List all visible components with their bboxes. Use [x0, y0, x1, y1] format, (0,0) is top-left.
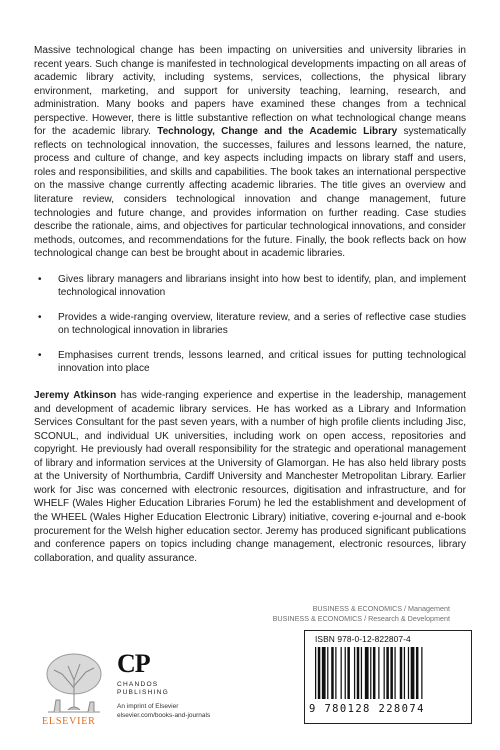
isbn-barcode-box [304, 630, 472, 724]
bullet-icon: • [38, 349, 42, 361]
chandos-logo: CP [117, 649, 150, 678]
description-body: systematically reflects on technological innovation, the successes, failures and lessons learned, the nature, process and culture of change, and key aspects including impacts on library staff and users, roles and responsibilities, and skills and capabilities. The book takes an international perspective on the massive change currently affecting academic libraries. The title gives an overview and literature review, considers technological innovation and change management, future technologies and future change, and provides information on further reading. Case studies describe the rationale, aims, and objectives for particular technological innovations, and consider methods, outcomes, and recommendations for the future. Finally, the book reflects back on how technological change can best be brought about in academic libraries. [34, 126, 466, 260]
description-intro: Massive technological change has been impacting on universities and university libraries in recent years. Such change is manifested in technological developments impacting on all areas of academic library activity, including systems, services, collections, the physical library environment, marketing, and support for university teaching, learning, research, and administration. Many books and papers have examined these changes from a technical perspective. However, there is little substantive reflection on what technological change means for the academic library. [34, 45, 466, 138]
chandos-publishing-text [117, 681, 169, 697]
imprint-info [117, 702, 210, 720]
bullet-icon: • [38, 311, 42, 323]
author-bio-text: has wide-ranging experience and expertise in the leadership, management and development of academic library services. He has worked as a Library and Information Services Consultant for the past seven years, with a number of high profile clients including Jisc, SCONUL, and individual UK universities, including work on open access, repositories and copyright. He previously had overall responsibility for the strategic and operational management of library and information services at the University of Glamorgan. He has also held library posts at the University of Northumbria, Cardiff University and Manchester Metropolitan Library. Earlier work for Jisc was concerned with electronic resources, digitisation and infrastructure, and for WHELF (Wales Higher Education Libraries Forum) he led the establishment and development of the WHEEL (Wales Higher Education Electronic Library) initiative, covering e-journal and e-book procurement for the Welsh higher education sector. Jeremy has produced significant publications and conference papers on topics including change management, electronic resources, library collaboration, and quality assurance. [34, 390, 467, 564]
bullet-text: Provides a wide-ranging overview, literature review, and a series of reflective case studies on technological innovation in libraries [58, 311, 466, 337]
bullet-text: Emphasises current trends, lessons learned, and critical issues for putting technological innovation into place [58, 349, 466, 375]
subject-categories [273, 604, 450, 624]
barcode-digits: 9 780128 228074 [309, 703, 425, 715]
description-paragraph [34, 44, 466, 261]
isbn-label: ISBN 978-0-12-822807-4 [315, 634, 411, 644]
bullet-text: Gives library managers and librarians insight into how best to identify, plan, and implement technological innovation [58, 273, 466, 299]
bullet-icon: • [38, 273, 42, 285]
cover-text [34, 44, 466, 565]
subject-line: BUSINESS & ECONOMICS / Management [312, 604, 450, 613]
imprint-line: An imprint of Elsevier [117, 703, 179, 710]
author-bio [34, 389, 466, 565]
elsevier-tree-logo [42, 650, 106, 716]
publisher-url: elsevier.com/books-and-journals [117, 712, 211, 719]
publishing-line: PUBLISHING [117, 689, 169, 696]
list-item [34, 311, 466, 338]
book-title: Technology, Change and the Academic Library [157, 126, 398, 138]
feature-list [34, 273, 466, 376]
subject-line: BUSINESS & ECONOMICS / Research & Development [272, 614, 450, 623]
chandos-line: CHANDOS [117, 681, 159, 688]
list-item [34, 349, 466, 376]
barcode-icon [315, 647, 461, 699]
elsevier-wordmark: ELSEVIER [42, 716, 96, 727]
list-item [34, 273, 466, 300]
author-name: Jeremy Atkinson [34, 390, 117, 402]
